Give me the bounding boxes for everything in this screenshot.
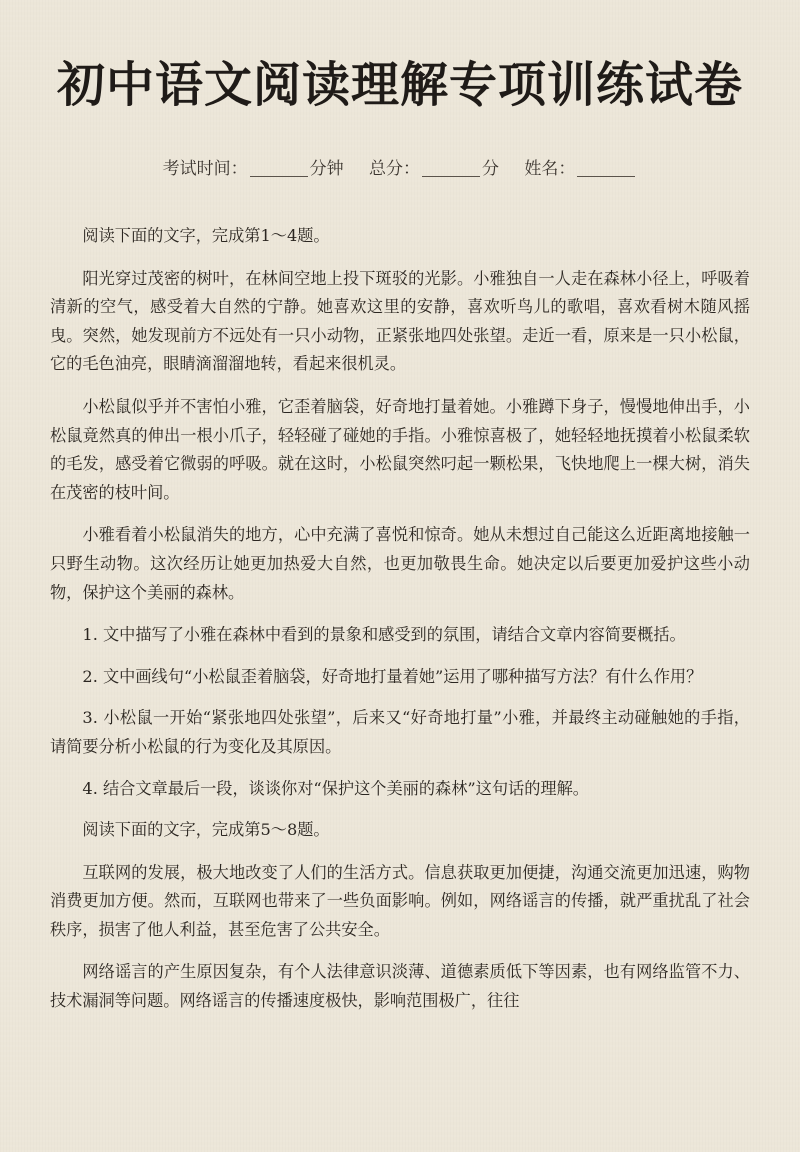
passage1-paragraph: 小雅看着小松鼠消失的地方，心中充满了喜悦和惊奇。她从未想过自己能这么近距离地接触一只野生动物。这次经历让她更加热爱大自然，也更加敬畏生命。她决定以后要更加爱护这些小动物，保护这个美丽的森林。 — [50, 525, 750, 602]
exam-content — [50, 222, 750, 1016]
question-2: 2. 文中画线句“小松鼠歪着脑袋，好奇地打量着她”运用了哪种描写方法？有什么作用？ — [82, 666, 703, 686]
total-score-label: 总分： — [369, 159, 420, 179]
passage1-paragraph: 阳光穿过茂密的树叶，在林间空地上投下斑驳的光影。小雅独自一人走在森林小径上，呼吸着清新的空气，感受着大自然的宁静。她喜欢这里的安静，喜欢听鸟儿的歌唱，喜欢看树木随风摇曳。突然，她发现前方不远处有一只小动物，正紧张地四处张望。走近一看，原来是一只小松鼠，它的毛色油亮，眼睛滴溜溜地转，看起来很机灵。 — [50, 268, 750, 374]
exam-time-label: 考试时间： — [162, 159, 248, 179]
passage2-paragraph: 网络谣言的产生原因复杂，有个人法律意识淡薄、道德素质低下等因素，也有网络监管不力、技术漏洞等问题。网络谣言的传播速度极快，影响范围极广，往往 — [50, 962, 750, 1011]
question-4: 4. 结合文章最后一段，谈谈你对“保护这个美丽的森林”这句话的理解。 — [82, 778, 589, 798]
total-score-field — [369, 159, 504, 179]
total-score-unit: 分 — [482, 159, 499, 179]
question-3: 3. 小松鼠一开始“紧张地四处张望”，后来又“好奇地打量”小雅，并最终主动碰触她的手指，请简要分析小松鼠的行为变化及其原因。 — [50, 708, 750, 756]
exam-time-field — [163, 159, 349, 179]
total-score-blank — [422, 158, 480, 177]
student-name-label: 姓名： — [524, 159, 576, 179]
section1-instruction: 阅读下面的文字，完成第1～4题。 — [82, 226, 330, 245]
passage1-paragraph: 小松鼠似乎并不害怕小雅，它歪着脑袋，好奇地打量着她。小雅蹲下身子，慢慢地伸出手，小松鼠竟然真的伸出一根小爪子，轻轻碰了碰她的手指。小雅惊喜极了，她轻轻地抚摸着小松鼠柔软的毛发，感受着它微弱的呼吸。就在这时，小松鼠突然叼起一颗松果，飞快地爬上一棵大树，消失在茂密的枝叶间。 — [50, 396, 750, 502]
passage2-paragraph: 互联网的发展，极大地改变了人们的生活方式。信息获取更加便捷，沟通交流更加迅速，购物消费更加方便。然而，互联网也带来了一些负面影响。例如，网络谣言的传播，就严重扰乱了社会秩序，损害了他人利益，甚至危害了公共安全。 — [50, 862, 750, 939]
exam-title: 初中语文阅读理解专项训练试卷 — [56, 57, 743, 113]
student-name-blank — [577, 158, 635, 177]
question-1: 1. 文中描写了小雅在森林中看到的景象和感受到的氛围，请结合文章内容简要概括。 — [82, 625, 686, 645]
exam-time-unit: 分钟 — [309, 159, 344, 179]
section2-instruction: 阅读下面的文字，完成第5～8题。 — [82, 820, 330, 840]
student-name-field — [524, 159, 637, 179]
exam-meta — [50, 154, 750, 184]
exam-time-blank — [250, 158, 308, 177]
